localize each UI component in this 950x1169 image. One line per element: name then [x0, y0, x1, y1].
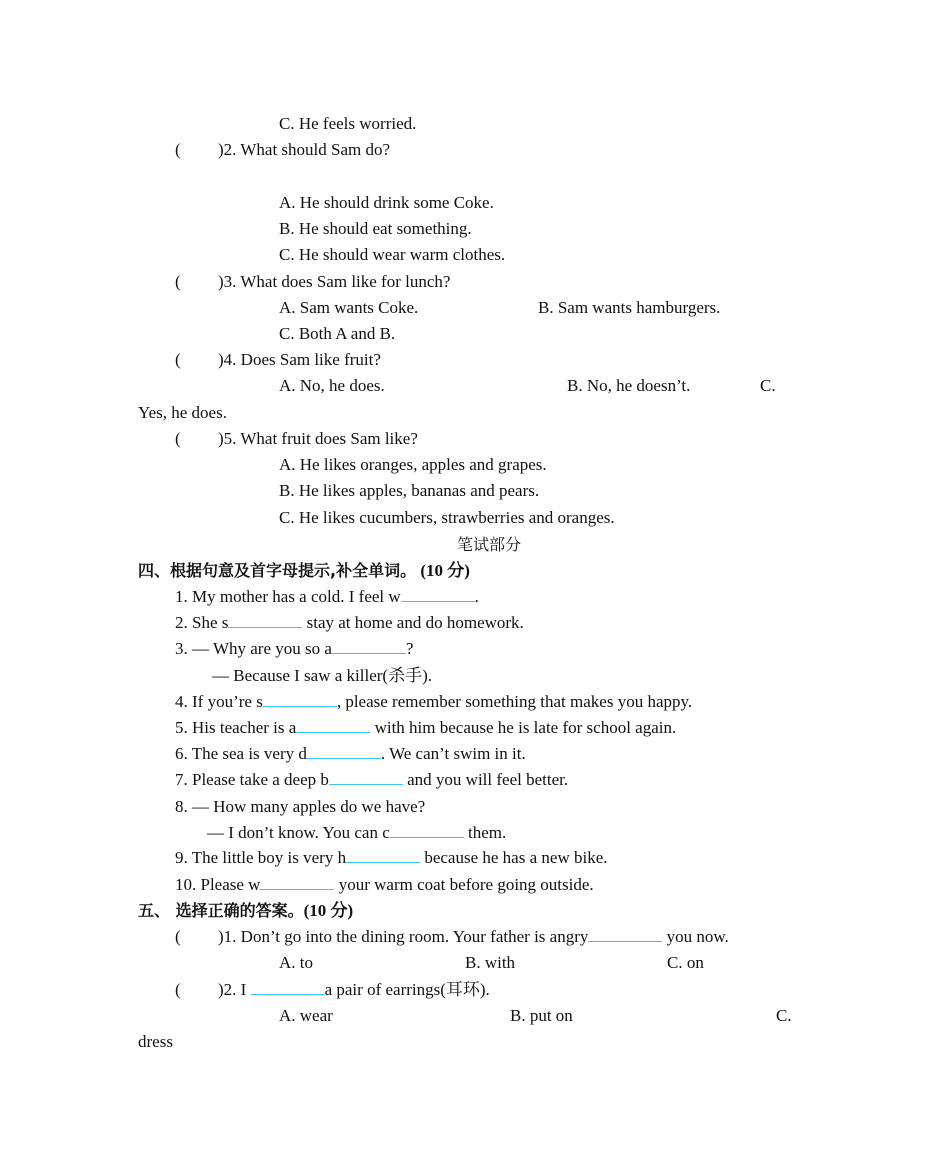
fill-item-8: 8. — How many apples do we have?	[175, 797, 426, 816]
fill-item-9	[175, 848, 607, 868]
answer-blank[interactable]	[260, 875, 334, 890]
fill-item-3-response: — Because I saw a killer(杀手).	[212, 666, 432, 685]
item-text-after: , please remember something that makes you happy.	[336, 692, 693, 711]
q4-option-b: B. No, he doesn’t.	[567, 376, 691, 395]
fill-item-3	[175, 639, 413, 659]
s5-q2-option-c-label: C.	[776, 1006, 792, 1025]
item-text: 9. The little boy is very h	[175, 848, 347, 867]
fill-item-4	[175, 692, 692, 712]
item-text: 5. His teacher is a	[175, 718, 297, 737]
answer-paren-close: )	[218, 429, 224, 448]
item-text-after: .	[474, 587, 479, 606]
fill-item-7	[175, 770, 568, 790]
answer-blank[interactable]	[228, 613, 302, 628]
item-text: 6. The sea is very d	[175, 744, 307, 763]
answer-paren-open[interactable]: (	[175, 350, 181, 369]
q2-option-b: B. He should eat something.	[279, 219, 472, 238]
question-text: 4. Does Sam like fruit?	[223, 350, 381, 369]
question-5	[218, 429, 418, 449]
item-text: 7. Please take a deep b	[175, 770, 329, 789]
fill-item-10	[175, 875, 594, 895]
question-3	[218, 272, 450, 292]
answer-blank[interactable]	[307, 744, 381, 759]
answer-paren-close: )	[218, 272, 224, 291]
answer-paren-open[interactable]: (	[175, 927, 181, 946]
item-text-after: them.	[463, 823, 507, 842]
item-text: 10. Please w	[175, 875, 261, 894]
question-text: 3. What does Sam like for lunch?	[223, 272, 451, 291]
item-text-after: your warm coat before going outside.	[334, 875, 594, 894]
question-text-after: you now.	[662, 927, 729, 946]
answer-blank[interactable]	[401, 587, 475, 602]
choice-question-1	[218, 927, 729, 947]
q4-option-c-label: C.	[760, 376, 776, 395]
fill-item-5	[175, 718, 676, 738]
answer-paren-open[interactable]: (	[175, 272, 181, 291]
answer-paren-open[interactable]: (	[175, 140, 181, 159]
written-part-title: 笔试部分	[457, 535, 522, 554]
fill-item-8-response	[207, 823, 506, 843]
fill-item-6	[175, 744, 526, 764]
section-points: (10 分)	[303, 901, 354, 920]
s5-q1-option-c: C. on	[667, 953, 704, 972]
question-text: 2. What should Sam do?	[223, 140, 391, 159]
answer-paren-open[interactable]: (	[175, 980, 181, 999]
q5-option-a: A. He likes oranges, apples and grapes.	[279, 455, 547, 474]
q4-option-a: A. No, he does.	[279, 376, 385, 395]
q1-option-c: C. He feels worried.	[279, 114, 417, 133]
s5-q2-option-b: B. put on	[510, 1006, 573, 1025]
answer-paren-close: )	[218, 927, 224, 946]
q5-option-c: C. He likes cucumbers, strawberries and oranges.	[279, 508, 615, 527]
q2-option-a: A. He should drink some Coke.	[279, 193, 494, 212]
question-2	[218, 140, 390, 160]
s5-q1-option-b: B. with	[465, 953, 516, 972]
q5-option-b: B. He likes apples, bananas and pears.	[279, 481, 540, 500]
q3-option-b: B. Sam wants hamburgers.	[538, 298, 721, 317]
question-text-after: a pair of earrings(耳环).	[324, 980, 490, 999]
q2-option-c: C. He should wear warm clothes.	[279, 245, 506, 264]
q4-option-c-text: Yes, he does.	[138, 403, 227, 422]
answer-paren-close: )	[218, 140, 224, 159]
section-4-heading	[138, 561, 470, 581]
answer-blank[interactable]	[329, 770, 403, 785]
section-heading-text: 四、根据句意及首字母提示,补全单词。	[138, 561, 417, 580]
s5-q2-option-a: A. wear	[279, 1006, 333, 1025]
s5-q2-option-c-text: dress	[138, 1032, 173, 1051]
section-5-heading	[138, 901, 353, 921]
item-text-after: . We can’t swim in it.	[380, 744, 526, 763]
question-text: 2. I	[223, 980, 251, 999]
answer-blank[interactable]	[346, 848, 420, 863]
item-text-after: and you will feel better.	[402, 770, 569, 789]
answer-blank[interactable]	[296, 718, 370, 733]
choice-question-2	[218, 980, 490, 1000]
s5-q1-option-a: A. to	[279, 953, 313, 972]
answer-paren-close: )	[218, 350, 224, 369]
item-text: — I don’t know. You can c	[207, 823, 390, 842]
fill-item-1	[175, 587, 479, 607]
item-text: 4. If you’re s	[175, 692, 263, 711]
item-text: 2. She s	[175, 613, 229, 632]
answer-blank[interactable]	[588, 927, 662, 942]
answer-blank[interactable]	[251, 980, 325, 995]
item-text-after: because he has a new bike.	[420, 848, 608, 867]
answer-blank[interactable]	[263, 692, 337, 707]
item-text: 1. My mother has a cold. I feel w	[175, 587, 401, 606]
section-points: (10 分)	[420, 561, 470, 580]
item-text: 3. — Why are you so a	[175, 639, 332, 658]
fill-item-2	[175, 613, 524, 633]
q3-option-a: A. Sam wants Coke.	[279, 298, 419, 317]
answer-paren-open[interactable]: (	[175, 429, 181, 448]
item-text-after: with him because he is late for school again.	[370, 718, 677, 737]
item-text-after: ?	[405, 639, 414, 658]
question-text: 5. What fruit does Sam like?	[223, 429, 418, 448]
answer-blank[interactable]	[332, 639, 406, 654]
question-text: 1. Don’t go into the dining room. Your father is angry	[223, 927, 589, 946]
section-heading-text: 五、 选择正确的答案。	[138, 901, 304, 920]
q3-option-c: C. Both A and B.	[279, 324, 396, 343]
answer-blank[interactable]	[390, 823, 464, 838]
item-text-after: stay at home and do homework.	[302, 613, 524, 632]
question-4	[218, 350, 381, 370]
answer-paren-close: )	[218, 980, 224, 999]
